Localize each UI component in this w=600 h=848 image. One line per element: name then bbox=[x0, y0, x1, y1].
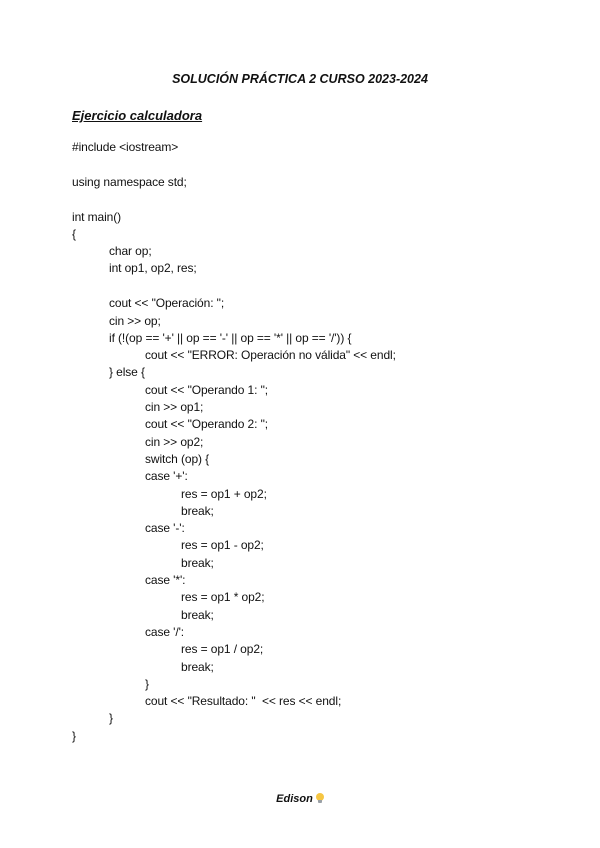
code-line: case '+': bbox=[145, 469, 188, 484]
code-line: case '*': bbox=[145, 573, 186, 588]
code-line: #include <iostream> bbox=[72, 140, 179, 154]
code-line: break; bbox=[181, 607, 214, 622]
code-line: case '/': bbox=[145, 624, 185, 639]
code-line: } bbox=[109, 711, 113, 726]
code-line: cout << "ERROR: Operación no válida" << endl; bbox=[145, 348, 396, 363]
code-line: int main() bbox=[72, 209, 122, 224]
code-line bbox=[72, 191, 552, 209]
code-line: cout << "Operación: "; bbox=[109, 296, 225, 311]
code-line: res = op1 / op2; bbox=[181, 642, 264, 657]
footer-brand bbox=[0, 793, 600, 805]
code-block bbox=[72, 139, 552, 745]
footer-brand-text: Edison bbox=[276, 793, 313, 805]
code-line: cout << "Operando 2: "; bbox=[145, 417, 268, 432]
code-line: break; bbox=[181, 503, 214, 518]
section-heading: Ejercicio calculadora bbox=[72, 108, 203, 123]
code-line: cin >> op; bbox=[109, 313, 161, 328]
code-line: case '-': bbox=[145, 521, 185, 536]
code-line: break; bbox=[181, 555, 214, 570]
code-line: char op; bbox=[109, 244, 152, 259]
code-line: } else { bbox=[109, 365, 145, 380]
code-line: res = op1 * op2; bbox=[181, 590, 265, 605]
code-line bbox=[72, 156, 552, 174]
code-line: using namespace std; bbox=[72, 174, 187, 189]
code-line: } bbox=[72, 728, 76, 743]
code-line bbox=[72, 278, 552, 296]
code-line: } bbox=[145, 676, 149, 691]
code-line: cin >> op1; bbox=[145, 400, 204, 415]
code-line: int op1, op2, res; bbox=[109, 261, 197, 276]
code-line: cin >> op2; bbox=[145, 434, 204, 449]
code-line: if (!(op == '+' || op == '-' || op == '*' || op == '/')) { bbox=[109, 330, 352, 345]
code-line: break; bbox=[181, 659, 214, 674]
code-line: { bbox=[72, 226, 76, 241]
code-line: switch (op) { bbox=[145, 451, 210, 466]
code-line: cout << "Resultado: " << res << endl; bbox=[145, 694, 342, 709]
code-line: res = op1 + op2; bbox=[181, 486, 267, 501]
code-line: cout << "Operando 1: "; bbox=[145, 382, 268, 397]
lightbulb-icon bbox=[316, 793, 324, 803]
code-line: res = op1 - op2; bbox=[181, 538, 264, 553]
document-title: SOLUCIÓN PRÁCTICA 2 CURSO 2023-2024 bbox=[172, 72, 428, 86]
